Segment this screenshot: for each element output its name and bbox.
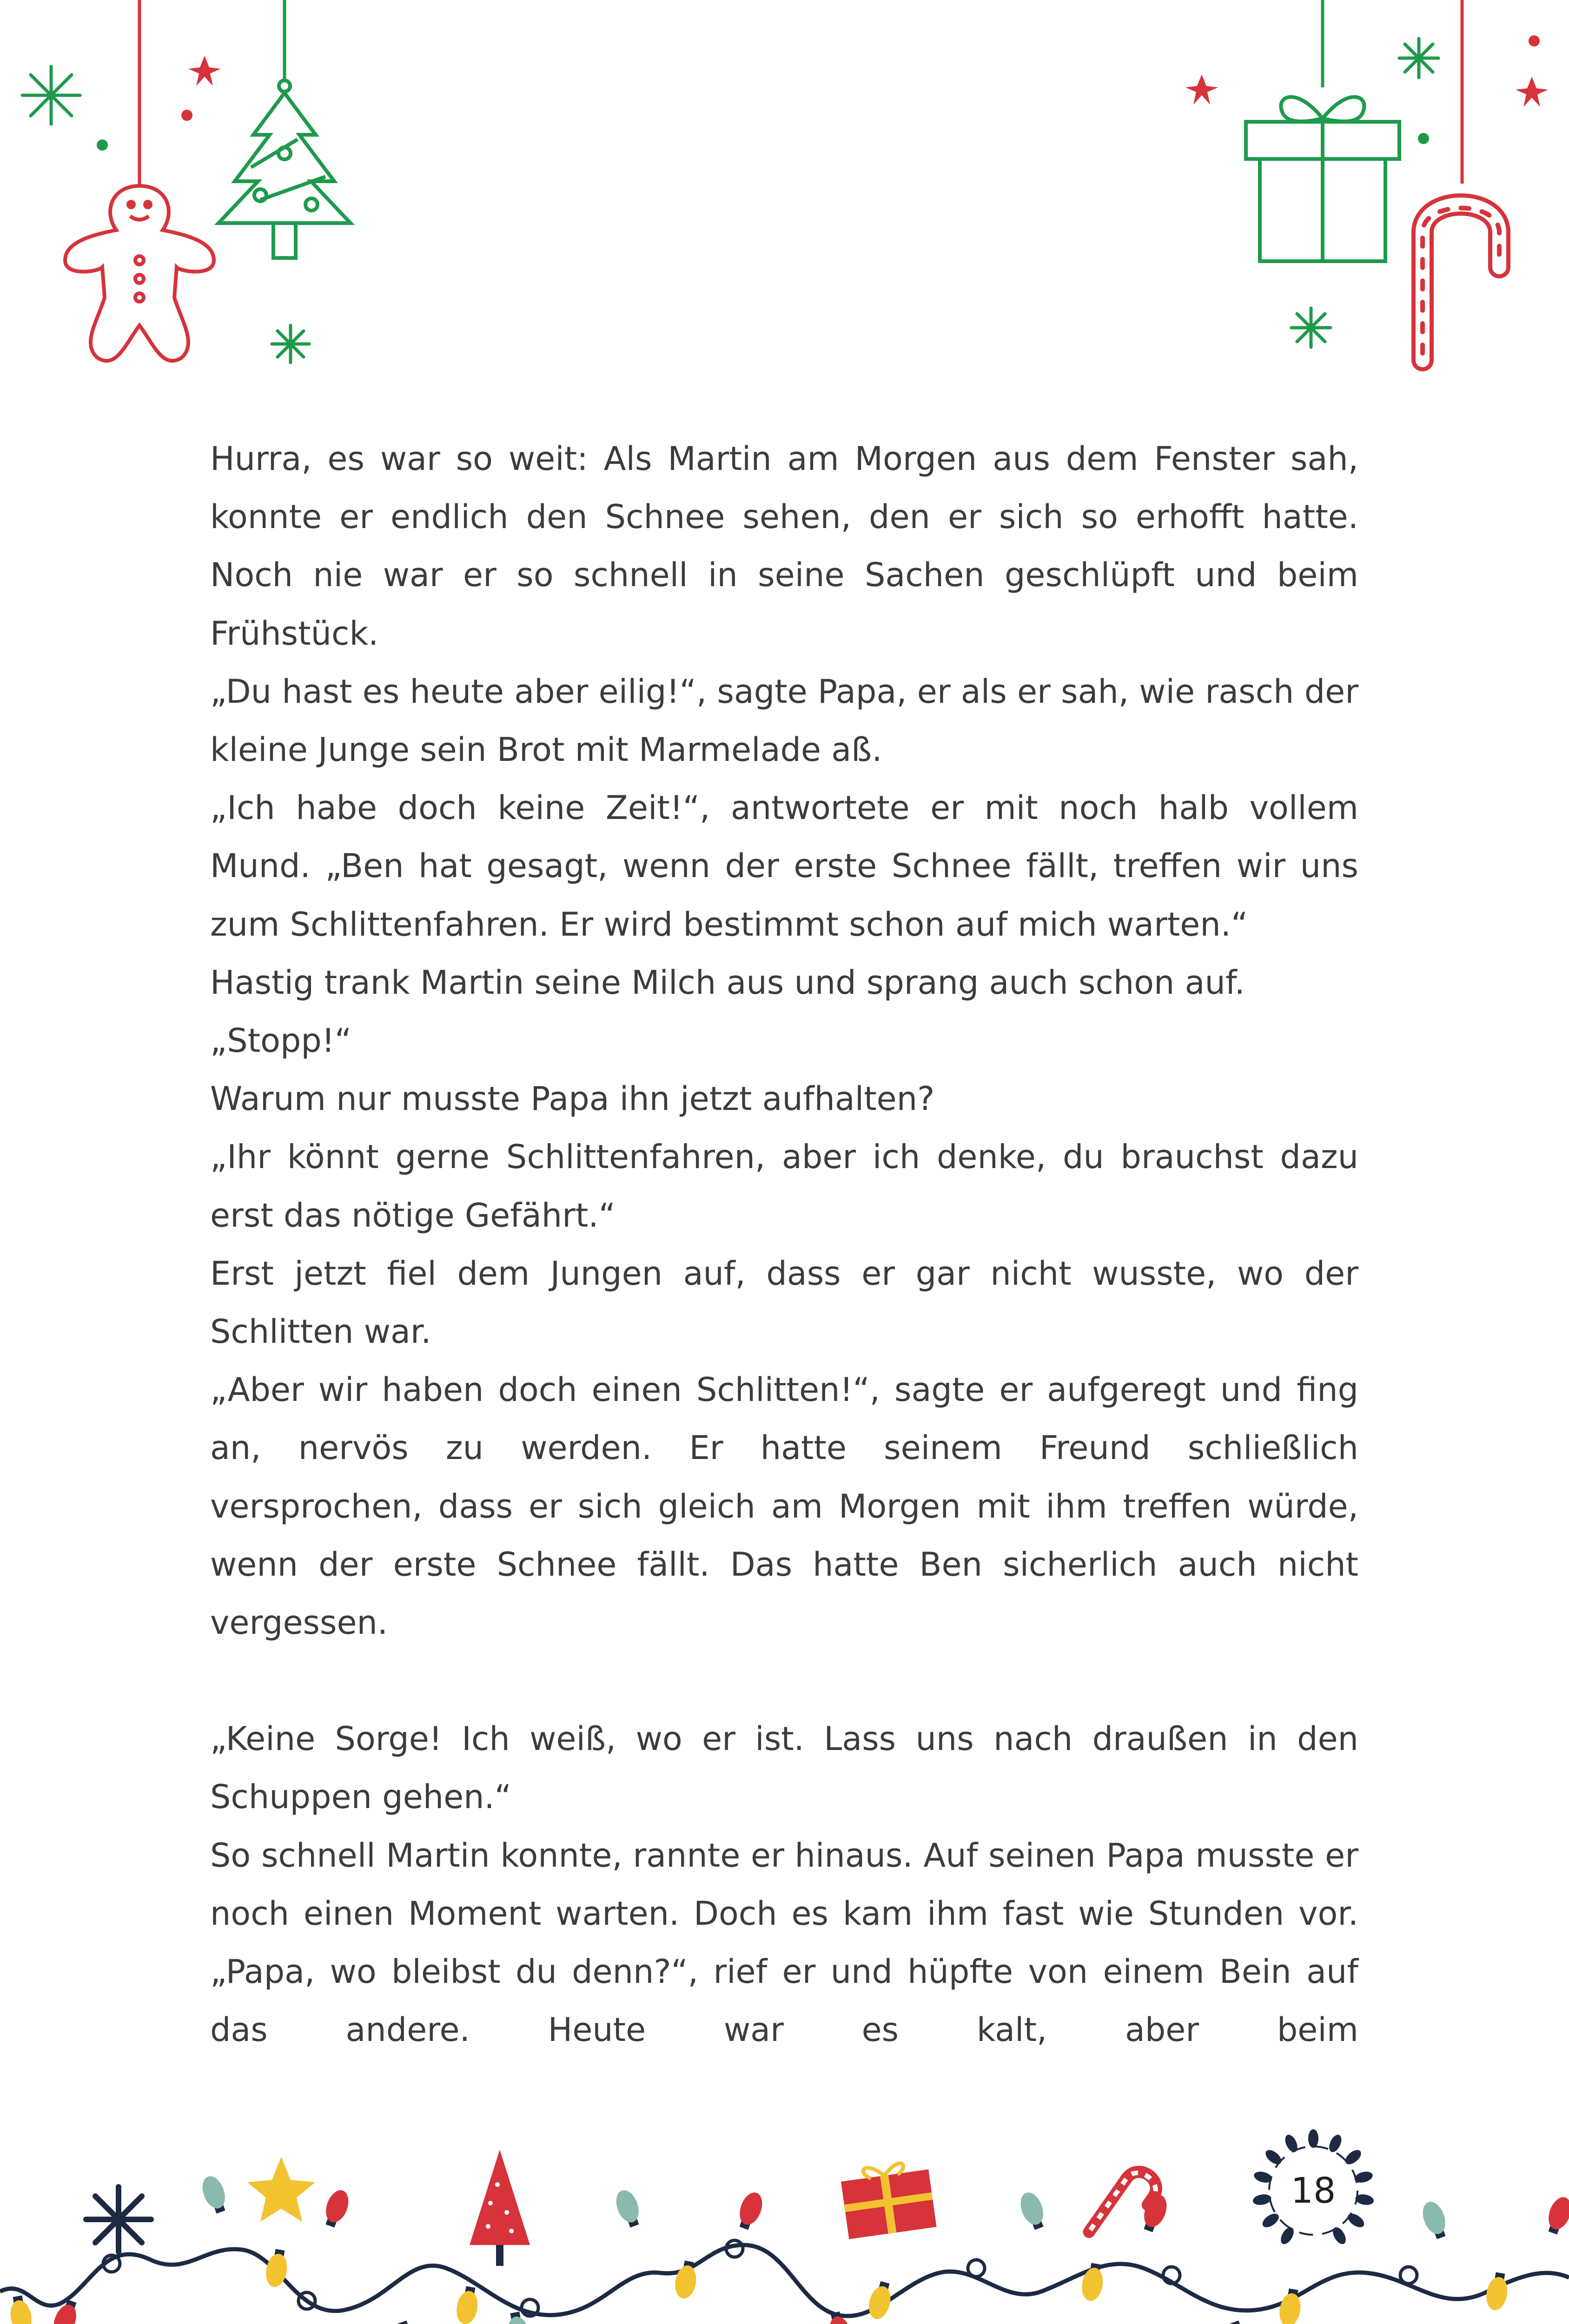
story-paragraph: „Aber wir haben doch einen Schlitten!“, sagte er aufgeregt und fing an, nervös zu werden. Er hatte seinem Freund schließlich versprochen, dass er sich gleich am Morgen mit ihm treffen würde, wenn der erste Schnee fällt. Das hatte Ben sicherlich auch nicht vergessen.: [210, 1371, 1358, 1642]
story-paragraph: „Ich habe doch keine Zeit!“, antwortete er mit noch halb vollem Mund. „Ben hat gesagt, wenn der erste Schnee fällt, treffen wir uns zum Schlittenfahren. Er wird bestimmt schon auf mich warten.“: [210, 789, 1358, 944]
story-paragraph: So schnell Martin konnte, rannte er hinaus. Auf seinen Papa musste er noch einen Moment warten. Doch es kam ihm fast wie Stunden vor. „Papa, wo bleibst du denn?“, rief er und hüpfte von einem Bein auf das andere. Heute war es kalt, aber beim: [210, 1836, 1358, 2049]
top-christmas-ornaments: [0, 0, 1569, 381]
paragraph-gap: [210, 1652, 1358, 1710]
string-lights-icon: [0, 2245, 1569, 2316]
snowflake-icon: [86, 2187, 151, 2252]
tree-icon: [470, 2150, 530, 2266]
page-number-label: 18: [1291, 2170, 1336, 2211]
present-icon: [840, 2159, 937, 2239]
story-paragraph: „Du hast es heute aber eilig!“, sagte Papa, er als er sah, wie rasch der kleine Junge sein Brot mit Marmelade aß.: [210, 672, 1358, 769]
story-paragraph: „Ihr könnt gerne Schlittenfahren, aber ich denke, du brauchst dazu erst das nötige Gefährt.“: [210, 1138, 1358, 1235]
snowflake-icon: [22, 39, 1438, 363]
gingerbread-ornament-icon: [65, 186, 214, 361]
story-text: [210, 430, 1358, 2059]
candy-cane-icon: [1423, 205, 1499, 360]
story-paragraph: Warum nur musste Papa ihn jetzt aufhalten?: [210, 1080, 935, 1118]
page-number: [1253, 2130, 1374, 2251]
story-paragraph: „Stopp!“: [210, 1022, 352, 1060]
story-paragraph: „Keine Sorge! Ich weiß, wo er ist. Lass uns nach draußen in den Schuppen gehen.“: [210, 1720, 1358, 1816]
story-paragraph: Erst jetzt fiel dem Jungen auf, dass er gar nicht wusste, wo der Schlitten war.: [210, 1254, 1358, 1351]
star-icon: [247, 2157, 315, 2222]
candy-cane-icon: [1089, 2166, 1162, 2251]
gift-ornament-icon: [1246, 97, 1399, 261]
story-paragraph: Hastig trank Martin seine Milch aus und sprang auch schon auf.: [210, 963, 1245, 1002]
christmas-tree-ornament-icon: [218, 80, 351, 258]
story-paragraph: Hurra, es war so weit: Als Martin am Morgen aus dem Fenster sah, konnte er endlich den Schnee sehen, den er sich so erhofft hatte. Noch nie war er so schnell in seine Sachen geschlüpft und beim Frühstück.: [210, 440, 1358, 653]
